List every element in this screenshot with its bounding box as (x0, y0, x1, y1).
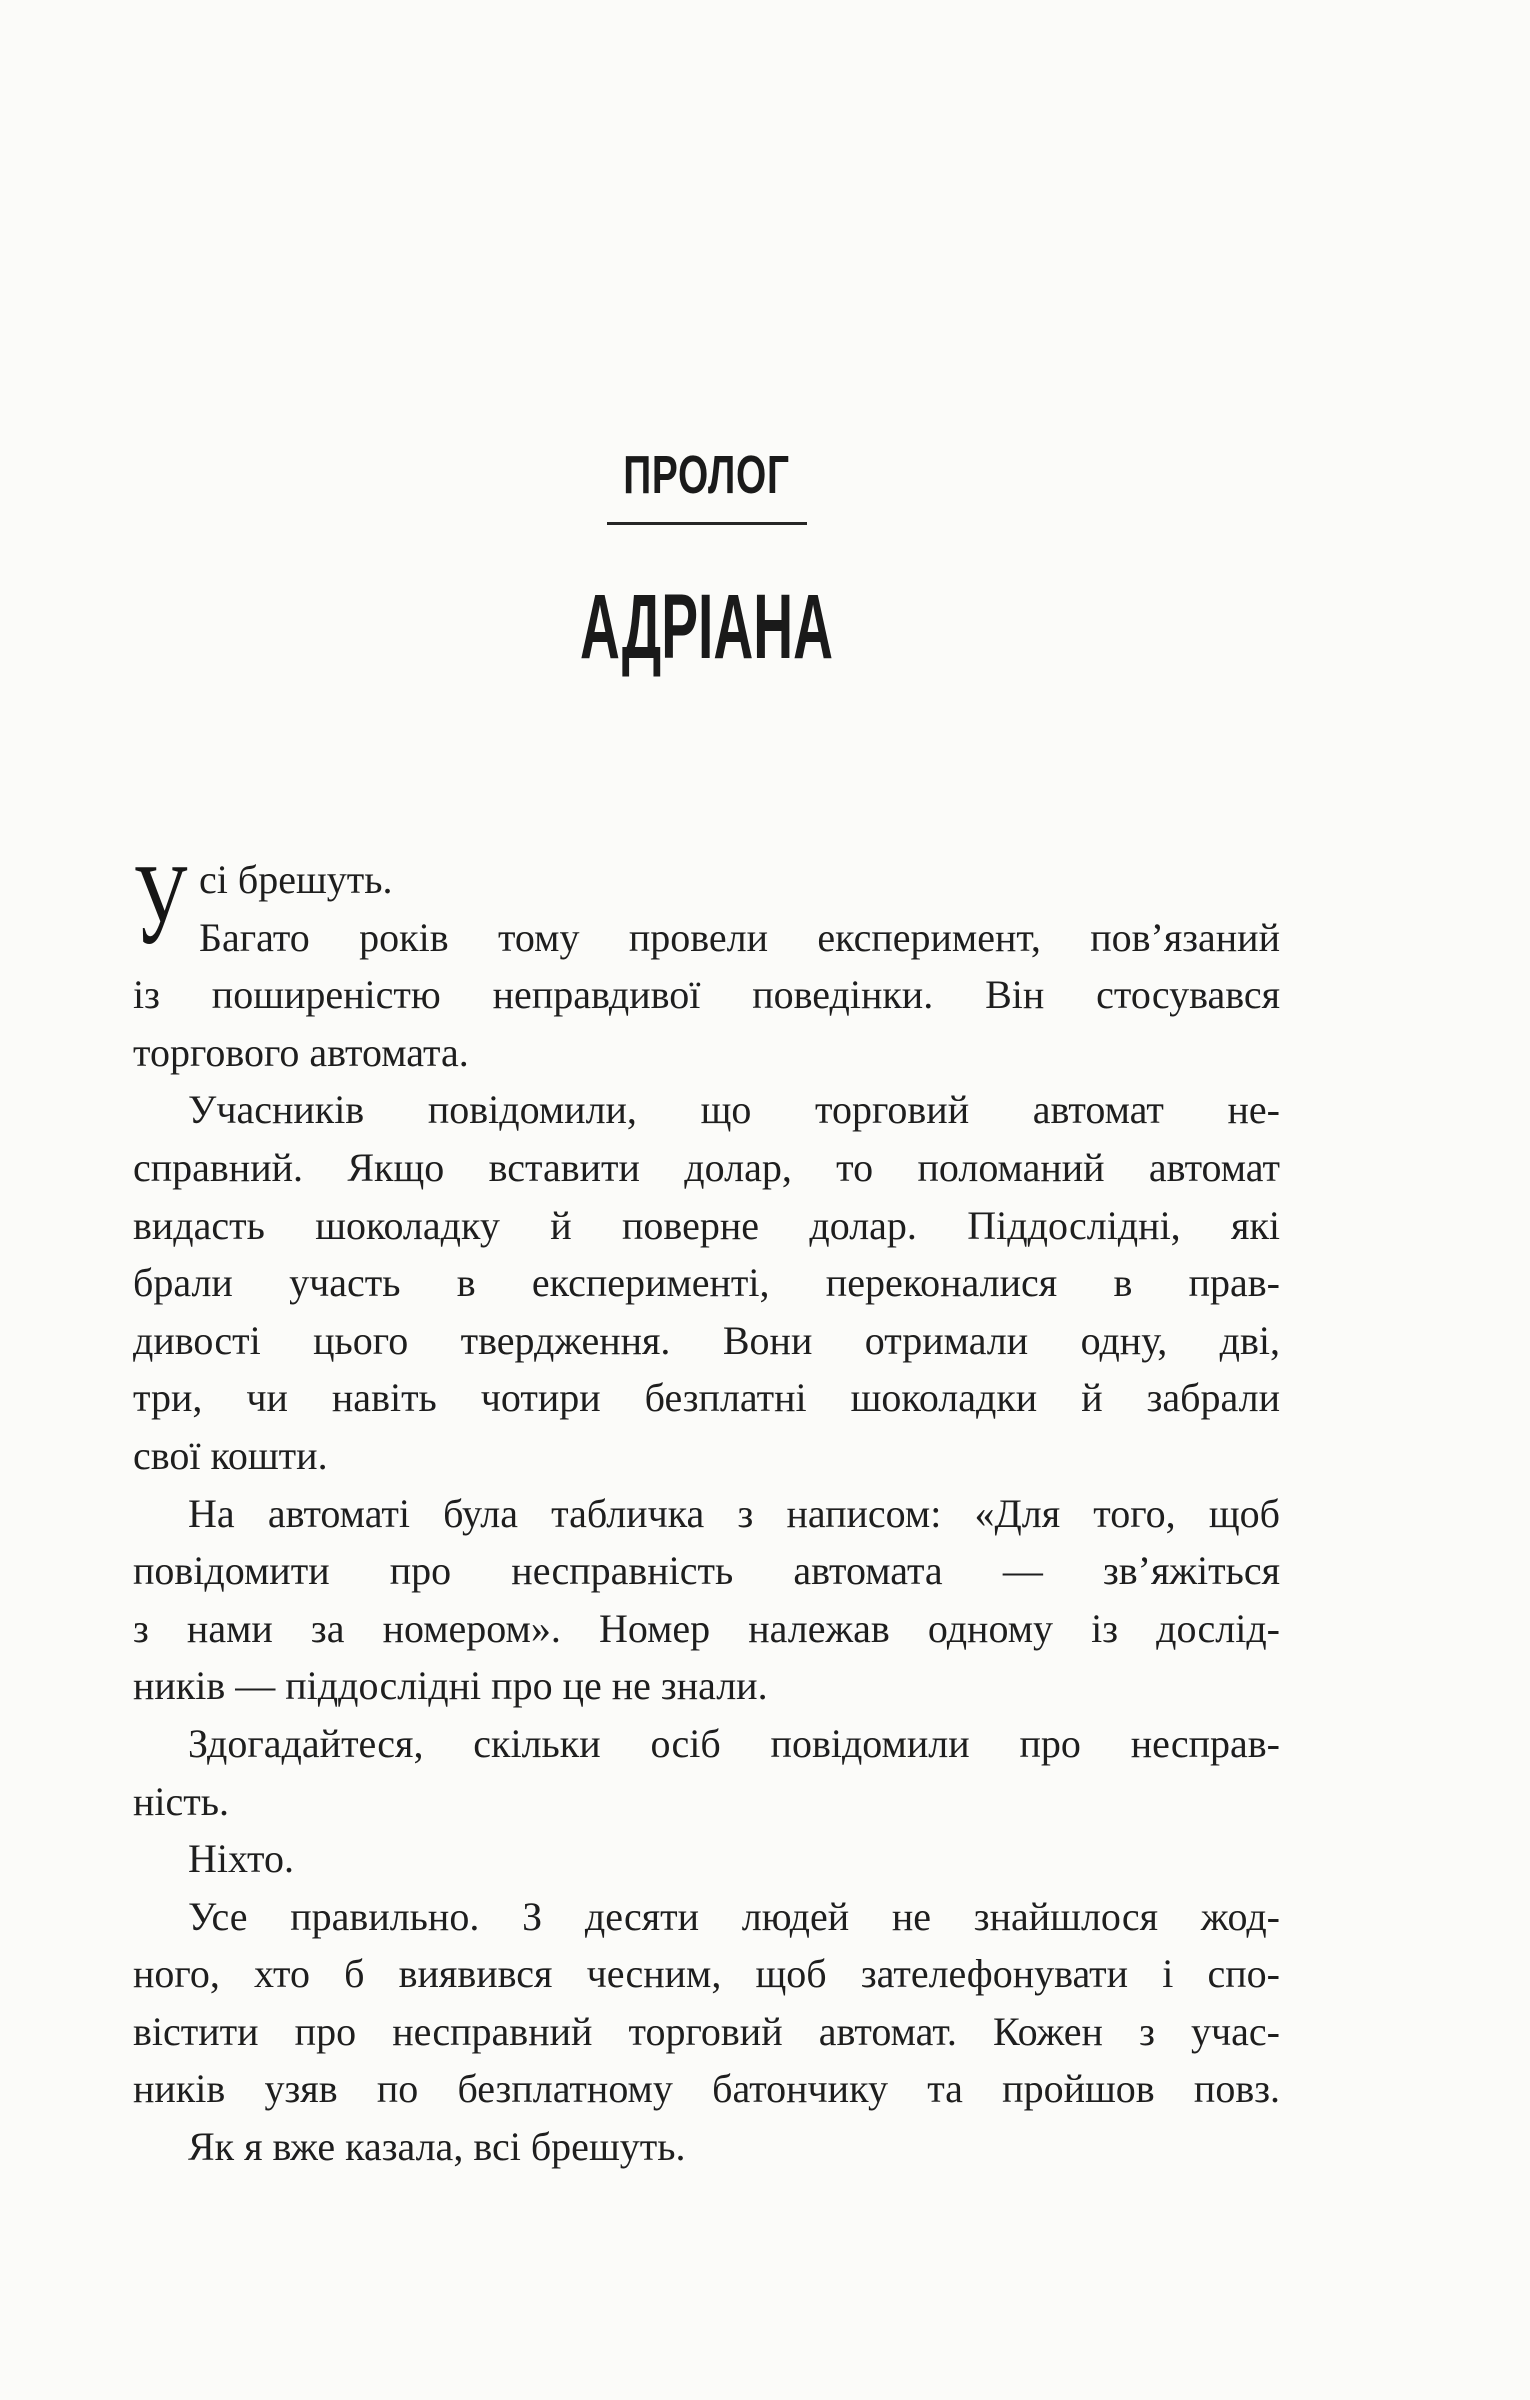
text-line: Усе правильно. З десяти людей не знайшлося жод- (188, 1893, 1280, 1939)
text-line: три, чи навіть чотири безплатні шоколадки й забрали (133, 1375, 1280, 1421)
body-text (133, 841, 1280, 2176)
text-line: справний. Якщо вставити долар, то поломаний автомат (133, 1144, 1280, 1190)
text-line: Багато років тому провели експеримент, пов’язаний (199, 914, 1280, 960)
text-line: торгового автомата. (133, 1029, 469, 1075)
text-line: із поширеністю неправдивої поведінки. Він стосувався (133, 972, 1280, 1018)
dropcap: У (133, 841, 188, 969)
text-line: вістити про несправний торговий автомат. Кожен з учас- (133, 2008, 1280, 2054)
text-line: повідомити про несправність автомата — зв’яжіться (133, 1548, 1280, 1594)
chapter-label: ПРОЛОГ (623, 445, 790, 505)
text-line: Учасників повідомили, що торговий автомат не- (188, 1087, 1280, 1133)
chapter-divider (607, 522, 807, 525)
text-line: Здогадайтеся, скільки осіб повідомили про несправ- (188, 1720, 1280, 1766)
text-line: сі брешуть. (199, 857, 393, 902)
text-line: дивості цього твердження. Вони отримали одну, дві, (133, 1317, 1280, 1363)
text-line: брали участь в експерименті, переконалися в прав- (133, 1260, 1280, 1306)
text-line: ників узяв по безплатному батончику та пройшов повз. (133, 2066, 1280, 2112)
chapter-title: АДРІАНА (580, 576, 833, 678)
text-line: ного, хто б виявився чесним, щоб зателефонувати і спо- (133, 1951, 1280, 1997)
chapter-header (133, 445, 1280, 678)
text-column (0, 445, 1530, 2176)
text-line: На автоматі була табличка з написом: «Для того, щоб (188, 1490, 1280, 1536)
text-line: видасть шоколадку й поверне долар. Піддослідні, які (133, 1202, 1280, 1248)
text-line: Як я вже казала, всі брешуть. (188, 2124, 686, 2170)
text-line: Ніхто. (188, 1836, 294, 1882)
text-line: свої кошти. (133, 1432, 328, 1478)
text-line: ників — піддослідні про це не знали. (133, 1663, 768, 1709)
text-line: ність. (133, 1778, 229, 1824)
text-line: з нами за номером». Номер належав одному із дослід- (133, 1605, 1280, 1651)
